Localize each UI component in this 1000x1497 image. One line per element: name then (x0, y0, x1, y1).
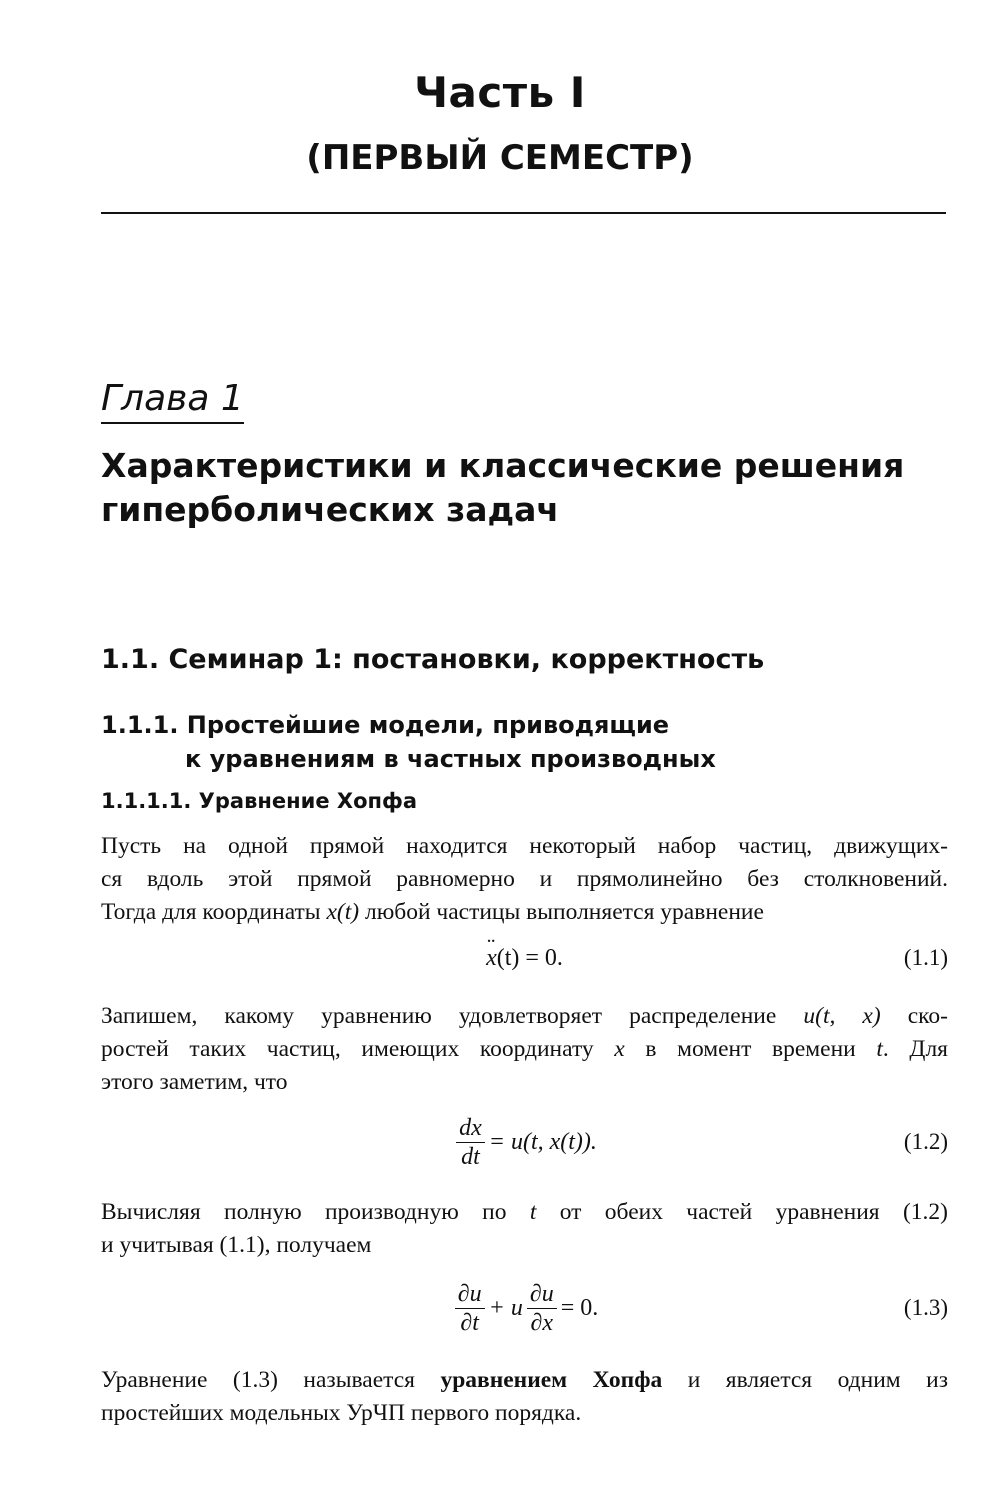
term-hopf-equation: уравнением Хопфа (440, 1367, 663, 1393)
equation-1-3 (101, 1278, 948, 1338)
paragraph-1-line2: ся вдоль этой прямой равномерно и прямолинейно без столкновений. (101, 866, 948, 892)
equation-1-1-body (101, 928, 948, 988)
subsection-heading-line1: 1.1.1. Простейшие модели, приводящие (101, 711, 670, 739)
paragraph-3-line2: и учитывая (1.1), получаем (101, 1232, 372, 1258)
text-run: и является одним из (662, 1367, 948, 1393)
eq3-rhs: = 0. (560, 1294, 599, 1321)
text-run: от обеих частей уравнения (1.2) (536, 1199, 949, 1225)
equation-1-3-body (101, 1278, 948, 1338)
eq2-fraction (456, 1114, 485, 1171)
text-run: ско- (880, 1003, 948, 1029)
paragraph-2 (101, 1000, 948, 1099)
equation-1-2-body (101, 1112, 948, 1172)
math-x-of-t: x(t) (326, 899, 360, 925)
paragraph-4-line1 (101, 1364, 948, 1397)
equation-1-2 (101, 1112, 948, 1172)
equation-number: (1.1) (903, 945, 948, 970)
part-title: Часть I (414, 68, 586, 117)
equation-number: (1.3) (903, 1295, 948, 1320)
eq2-rhs: = u(t, x(t)). (488, 1128, 597, 1155)
eq2-denominator: dt (461, 1143, 480, 1170)
paragraph-4-line2: простейших модельных УрЧП первого порядка. (101, 1400, 582, 1426)
text-run: Уравнение (1.3) называется (101, 1367, 441, 1393)
eq2-numerator: dx (456, 1114, 485, 1143)
paragraph-1-line3 (101, 896, 948, 929)
math-t: t (529, 1199, 537, 1225)
eq3-plus-u: + u (488, 1294, 523, 1321)
subsubsection-heading: 1.1.1.1. Уравнение Хопфа (101, 789, 418, 813)
chapter-title-line1: Характеристики и классические решения (101, 446, 905, 485)
eq3-denominator-2: ∂x (530, 1309, 554, 1336)
math-x: x (614, 1036, 625, 1062)
paragraph-1-line1: Пусть на одной прямой находится некоторый набор частиц, движущих- (101, 833, 948, 859)
subsection-heading-line2: к уравнениям в частных производных (185, 745, 716, 773)
text-run: любой частицы выполняется уравнение (359, 899, 764, 925)
text-run: . Для (882, 1036, 948, 1062)
paragraph-2-line2 (101, 1033, 948, 1066)
eq1-rest: (t) = 0. (496, 944, 563, 971)
divider-rule (101, 212, 946, 214)
equation-1-1 (101, 928, 948, 988)
math-t: t (876, 1036, 883, 1062)
chapter-title-line2: гиперболических задач (101, 490, 560, 529)
subsection-heading (101, 708, 716, 776)
paragraph-1 (101, 830, 948, 929)
eq3-numerator-1: ∂u (455, 1280, 485, 1309)
paragraph-3 (101, 1196, 948, 1262)
eq3-numerator-2: ∂u (527, 1280, 557, 1309)
paragraph-4 (101, 1364, 948, 1430)
text-run: Тогда для координаты (101, 899, 327, 925)
text-run: Запишем, какому уравнению удовлетворяет распределение (101, 1003, 804, 1029)
eq1-x-double-dot: ¨ x (486, 945, 497, 972)
chapter-title (101, 444, 946, 532)
math-u-of-tx: u(t, x) (803, 1003, 881, 1029)
eq3-fraction-1 (455, 1280, 485, 1337)
text-run: Вычисляя полную производную по (101, 1199, 530, 1225)
chapter-label: Глава 1 (101, 378, 244, 424)
text-run: в момент времени (624, 1036, 877, 1062)
paragraph-3-line1 (101, 1196, 948, 1229)
paragraph-2-line1 (101, 1000, 948, 1033)
equation-number: (1.2) (903, 1129, 948, 1154)
eq3-denominator-1: ∂t (460, 1309, 479, 1336)
paragraph-2-line3: этого заметим, что (101, 1069, 288, 1095)
part-subtitle: (ПЕРВЫЙ СЕМЕСТР) (306, 138, 694, 178)
section-heading: 1.1. Семинар 1: постановки, корректность (101, 644, 765, 675)
text-run: ростей таких частиц, имеющих координату (101, 1036, 615, 1062)
eq3-fraction-2 (527, 1280, 557, 1337)
